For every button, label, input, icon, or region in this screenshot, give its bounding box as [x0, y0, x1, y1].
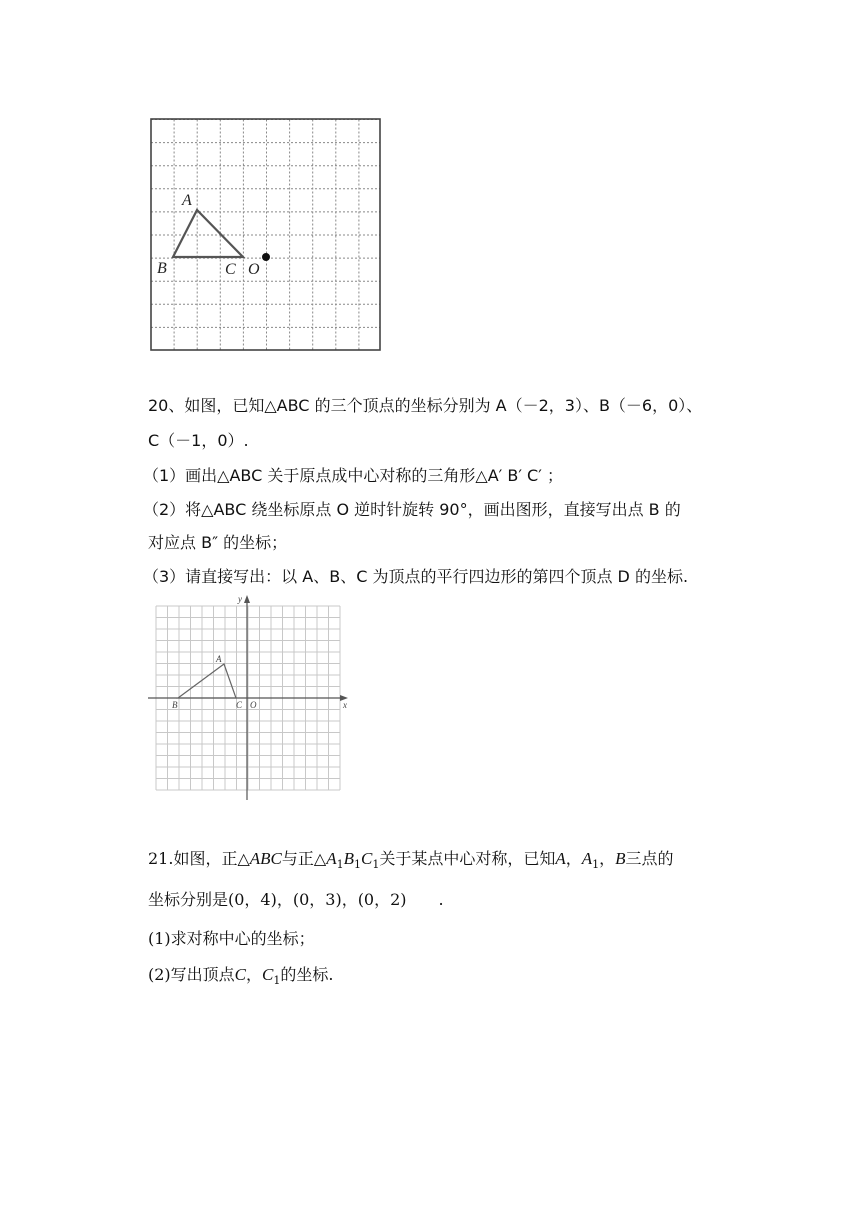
label-a: A	[216, 654, 222, 664]
x-axis-label: x	[343, 700, 347, 710]
label-b: B	[172, 700, 178, 710]
label-c: C	[236, 700, 243, 710]
label-a: A	[182, 192, 192, 209]
q20-line2: C（－1，0）.	[148, 431, 249, 450]
label-b: B	[157, 260, 167, 277]
q21-line1: 21.如图，正△ABC与正$\triangle A_1B_1C_1$关于某点中心对称，已知A，$A_1$，B三点的	[148, 849, 674, 872]
q20-part3: （3）请直接写出：以 A、B、C 为顶点的平行四边形的第四个顶点 D 的坐标.	[143, 567, 689, 586]
figure-2-coordinate-grid	[148, 592, 354, 802]
y-axis-arrow	[244, 595, 250, 603]
q21-part1: (1)求对称中心的坐标；	[148, 929, 315, 948]
q20-part1: （1）画出△ABC 关于原点成中心对称的三角形△A′ B′ C′ ；	[143, 466, 563, 485]
triangle-abc	[173, 210, 243, 257]
q21-part2: (2)写出顶点C，$C_1$的坐标.	[148, 965, 334, 988]
figure-1-grid	[148, 116, 384, 354]
label-c: C	[225, 261, 236, 278]
q21-line2: 坐标分别是(0，4)，(0，3)，(0，2) .	[148, 890, 444, 909]
q20-part2a: （2）将△ABC 绕坐标原点 O 逆时针旋转 90°，画出图形，直接写出点 B 的	[143, 500, 681, 519]
y-axis-label: y	[238, 594, 242, 604]
triangle-abc	[178, 664, 236, 698]
label-o: O	[250, 700, 257, 710]
label-o: O	[248, 261, 260, 278]
point-o	[262, 253, 270, 261]
q20-line1: 20、如图，已知△ABC 的三个顶点的坐标分别为 A（－2，3）、B（－6，0）、	[148, 396, 703, 415]
q20-part2b: 对应点 B″ 的坐标；	[148, 533, 288, 552]
